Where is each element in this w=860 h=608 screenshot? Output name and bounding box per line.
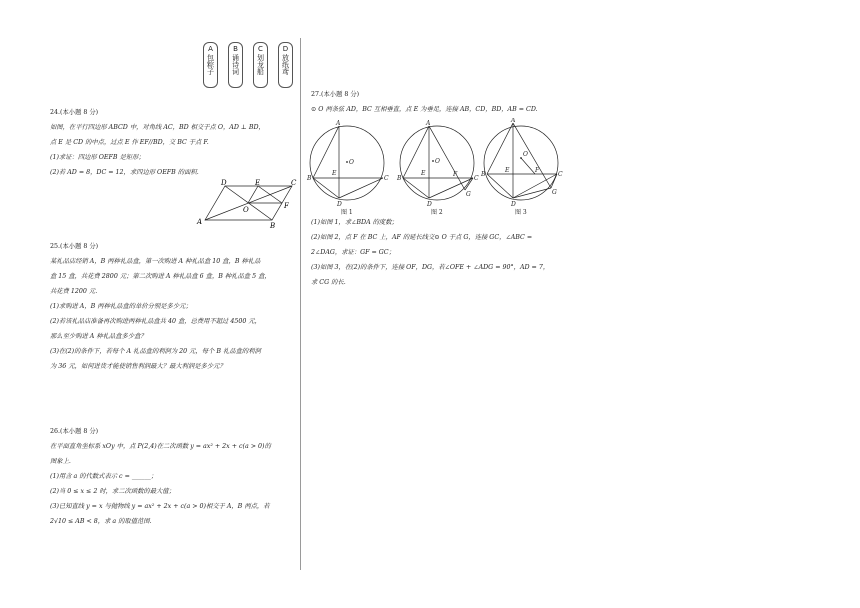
fig-caption-2: 图 2 <box>431 209 443 216</box>
q24-line: (1)求证：四边形 OEFB 是矩形； <box>50 154 145 161</box>
q24-header: 24.(本小题 8 分) <box>50 109 99 116</box>
q26-line: 2√10 ≤ AB < 8，求 a 的取值范围. <box>50 518 152 525</box>
q25-line: 那么至少购进 A 种礼品盒多少盒？ <box>50 333 147 340</box>
q24-label-f: F <box>284 202 289 210</box>
fig2-label-d: D <box>427 201 432 208</box>
option-text: 放纸鸢 <box>281 54 290 75</box>
option-letter: D <box>282 45 289 53</box>
fig1-label-a: A <box>336 120 341 127</box>
q26-line: (2)当 0 ≤ x ≤ 2 时，求二次函数的最大值； <box>50 488 175 495</box>
q25-line: 某礼品店经销 A，B 两种礼品盒，第一次购进 A 种礼品盒 10 盒，B 种礼品 <box>50 258 261 265</box>
q27-header: 27.(本小题 8 分) <box>311 91 360 98</box>
q26-line: (1)用含 a 的代数式表示 c = ______； <box>50 473 158 480</box>
q27-intro: ⊙ O 两条弦 AD，BC 互相垂直，点 E 为垂足，连接 AB，CD，BD，AB = CD. <box>311 106 538 113</box>
q27-line: 2∠DAG，求证：GF = GC； <box>311 249 395 256</box>
q24-label-a: A <box>197 218 203 226</box>
q27-figures <box>305 118 570 216</box>
option-letter: C <box>258 45 263 53</box>
column-divider <box>300 38 301 570</box>
q26-header: 26.(本小题 8 分) <box>50 428 99 435</box>
q24-line: 如图，在平行四边形 ABCD 中，对角线 AC，BD 相交于点 O，AD ⊥ BD， <box>50 124 265 131</box>
fig3-label-a: A <box>511 118 516 124</box>
q24-line: 点 E 是 CD 的中点，过点 E 作 EF//BD，交 BC 于点 F. <box>50 139 209 146</box>
fig2-label-c: C <box>474 175 479 182</box>
q27-line: (3)如图 3，在(2)的条件下，连接 OF，DG，若∠OFE + ∠ADG = 90°，AD = 7， <box>311 264 550 271</box>
q27-line: (2)如图 2，点 F 在 BC 上，AF 的延长线交⊙ O 于点 G，连接 GC，∠ABC = <box>311 234 533 241</box>
option-text: 诵诗词 <box>231 54 240 75</box>
q24-parallelogram-figure <box>195 178 300 230</box>
option-card-d <box>278 42 293 88</box>
fig2-label-o: O <box>435 158 440 165</box>
option-letter: B <box>233 45 238 53</box>
q27-line: (1)如图 1，求∠BDA 的度数； <box>311 219 398 226</box>
fig1-label-b: B <box>307 175 312 182</box>
fig-caption-1: 图 1 <box>341 209 353 216</box>
q25-line: (3)在(2)的条件下，若每个 A 礼品盒的利润为 20 元，每个 B 礼品盒的利润 <box>50 348 261 355</box>
q25-line: 共花费 1200 元. <box>50 288 98 295</box>
q26-line: (3)已知直线 y = x 与抛物线 y = ax² + 2x + c(a > 0)相交于 A，B 两点，若 <box>50 503 270 510</box>
fig3-label-b: B <box>481 171 486 178</box>
q24-label-d: D <box>221 179 227 187</box>
q25-header: 25.(本小题 8 分) <box>50 243 99 250</box>
fig3-label-o: O <box>523 151 528 158</box>
q24-label-c: C <box>291 179 297 187</box>
q24-line: (2)若 AD = 8，DC = 12，求四边形 OEFB 的面积. <box>50 169 199 176</box>
q24-label-o: O <box>243 206 249 214</box>
fig2-label-b: B <box>397 175 402 182</box>
fig3-label-f: F <box>535 167 540 174</box>
option-card-b <box>228 42 243 88</box>
q26-line: 图象上. <box>50 458 71 465</box>
option-text: 划龙船 <box>256 54 265 75</box>
fig2-label-e: E <box>421 170 426 177</box>
q24-label-e: E <box>255 179 261 187</box>
q25-line: 为 36 元，如何进货才能使销售利润最大？最大利润是多少元？ <box>50 363 226 370</box>
fig2-label-g: G <box>466 191 471 198</box>
q25-line: 盒 15 盒，共花费 2800 元；第二次购进 A 种礼品盒 6 盒，B 种礼品盒 5 盒， <box>50 273 271 280</box>
q27-line: 求 CG 的长. <box>311 279 346 286</box>
option-card-c <box>253 42 268 88</box>
fig3-label-d: D <box>511 201 516 208</box>
q26-line: 在平面直角坐标系 xOy 中，点 P(2,4)在二次函数 y = ax² + 2x + c(a > 0)的 <box>50 443 271 450</box>
fig3-label-c: C <box>558 171 563 178</box>
fig2-label-a: A <box>426 120 431 127</box>
q25-line: (1)求购进 A，B 两种礼品盒的单价分别是多少元； <box>50 303 192 310</box>
q24-label-b: B <box>270 222 276 230</box>
q25-line: (2)若该礼品店准备再次购进两种礼品盒共 40 盒，总费用不超过 4500 元， <box>50 318 261 325</box>
fig1-label-c: C <box>384 175 389 182</box>
fig-caption-3: 图 3 <box>515 209 527 216</box>
option-letter: A <box>208 45 213 53</box>
option-card-a <box>203 42 218 88</box>
fig1-label-e: E <box>332 170 337 177</box>
fig2-label-f: F <box>453 171 458 178</box>
fig3-label-g: G <box>552 189 557 196</box>
fig1-label-o: O <box>349 159 354 166</box>
fig1-label-d: D <box>337 201 342 208</box>
fig3-label-e: E <box>505 167 510 174</box>
option-text: 包粽子 <box>206 54 215 75</box>
